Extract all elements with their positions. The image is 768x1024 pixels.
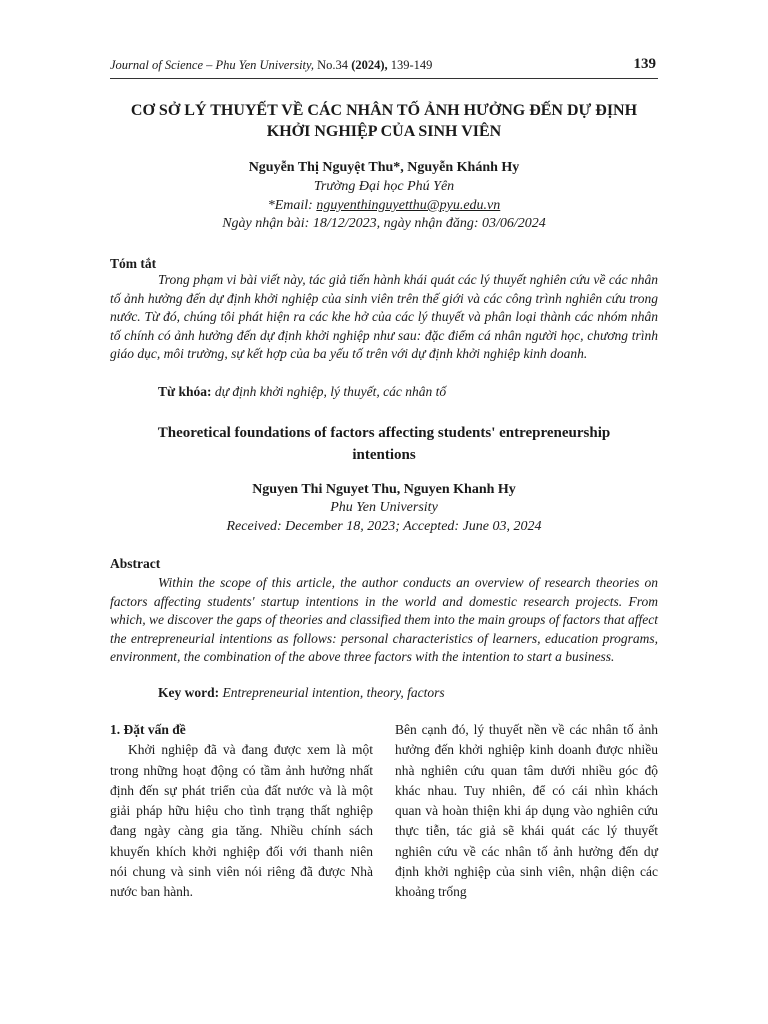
body-column-right (395, 720, 658, 903)
running-header (110, 58, 658, 79)
keywords-label-vi: Từ khóa: (158, 384, 212, 399)
affiliation-vi: Trường Đại học Phú Yên (313, 179, 455, 194)
affiliation-en: Phu Yen University (330, 500, 438, 515)
body-paragraph-right: Bên cạnh đó, lý thuyết nền về các nhân tố ảnh hưởng đến khởi nghiệp kinh doanh được nhiều nhà nghiên cứu quan tâm dưới nhiều góc độ khác nhau. Tuy nhiên, để có cái nhìn khách quan và hoàn thiện khi áp dụng vào nghiên cứu thực tiễn, tác giả sẽ khái quát các lý thuyết nghiên cứu về các nhân tố ảnh hưởng đến dự định khởi nghiệp của sinh viên, nhận diện các khoảng trống (395, 722, 658, 900)
keywords-value-en: Entrepreneurial intention, theory, factors (222, 685, 445, 700)
journal-name: Journal of Science – Phu Yen University, (110, 58, 315, 72)
keywords-label-en: Key word: (158, 685, 220, 700)
journal-issue: No.34 (317, 58, 349, 72)
title-vi-line2: KHỞI NGHIỆP CỦA SINH VIÊN (266, 123, 502, 140)
authors-en: Nguyen Thi Nguyet Thu, Nguyen Khanh Hy (252, 482, 516, 497)
dates-vi: Ngày nhận bài: 18/12/2023, ngày nhận đăng: 03/06/2024 (222, 216, 546, 231)
title-vietnamese (110, 100, 658, 142)
keywords-value-vi: dự định khởi nghiệp, lý thuyết, các nhân tố (214, 384, 447, 399)
email-label: *Email: (267, 198, 313, 213)
body-paragraph-left: Khởi nghiệp đã và đang được xem là một trong những hoạt động có tầm ảnh hưởng nhất định đến sự phát triển của đất nước và là một giải pháp hữu hiệu cho tình trạng thất nghiệp đang ngày càng gia tăng. Nhiều chính sách khuyến khích khởi nghiệp đối với thanh niên nói chung và sinh viên nói riêng đã được Nhà nước ban hành. (110, 742, 373, 900)
title-english (120, 422, 648, 466)
page-number: 139 (633, 56, 656, 72)
authors-vi: Nguyễn Thị Nguyệt Thu*, Nguyễn Khánh Hy (248, 160, 520, 175)
title-en-line1: Theoretical foundations of factors affecting students' entrepreneurship (157, 425, 611, 441)
dates-en: Received: December 18, 2023; Accepted: June 03, 2024 (226, 519, 542, 534)
body-column-left (110, 720, 373, 903)
abstract-text-en: Within the scope of this article, the author conducts an overview of research theories on factors affecting students' startup intentions in the world and domestic research projects. From which, we discover the gaps of theories and classified them into the main groups of factors that affect the entrepreneurial intentions as follows: personal characteristics of learners, education programs, environment, the combination of the above three factors with the intention to start a business. (110, 575, 658, 665)
title-en-line2: intentions (352, 447, 416, 463)
abstract-text-vi: Trong phạm vi bài viết này, tác giả tiến hành khái quát các lý thuyết nghiên cứu về các nhân tố ảnh hưởng đến dự định khởi nghiệp của sinh viên trên thế giới và các công trình nghiên cứu trong nước. Từ đó, chúng tôi phát hiện ra các khe hở của các lý thuyết và phân loại thành các nhóm nhân tố chính có ảnh hưởng đến dự định khởi nghiệp như sau: đặc điểm cá nhân người học, chương trình giáo dục, môi trường, sự kết hợp của ba yếu tố trên với dự định khởi nghiệp kinh doanh. (110, 272, 658, 362)
abstract-label-vi: Tóm tắt (110, 256, 157, 271)
email-link[interactable]: nguyenthinguyetthu@pyu.edu.vn (316, 198, 501, 213)
section-heading: 1. Đặt vấn đề (110, 722, 186, 737)
journal-pages: 139-149 (390, 58, 433, 72)
title-vi-line1: CƠ SỞ LÝ THUYẾT VỀ CÁC NHÂN TỐ ẢNH HƯỞNG ĐẾN DỰ ĐỊNH (130, 102, 638, 119)
keywords-en (158, 685, 445, 701)
abstract-label-en: Abstract (110, 556, 161, 571)
journal-year: (2024), (351, 58, 388, 72)
keywords-vi (158, 384, 446, 400)
email-line (110, 198, 658, 214)
